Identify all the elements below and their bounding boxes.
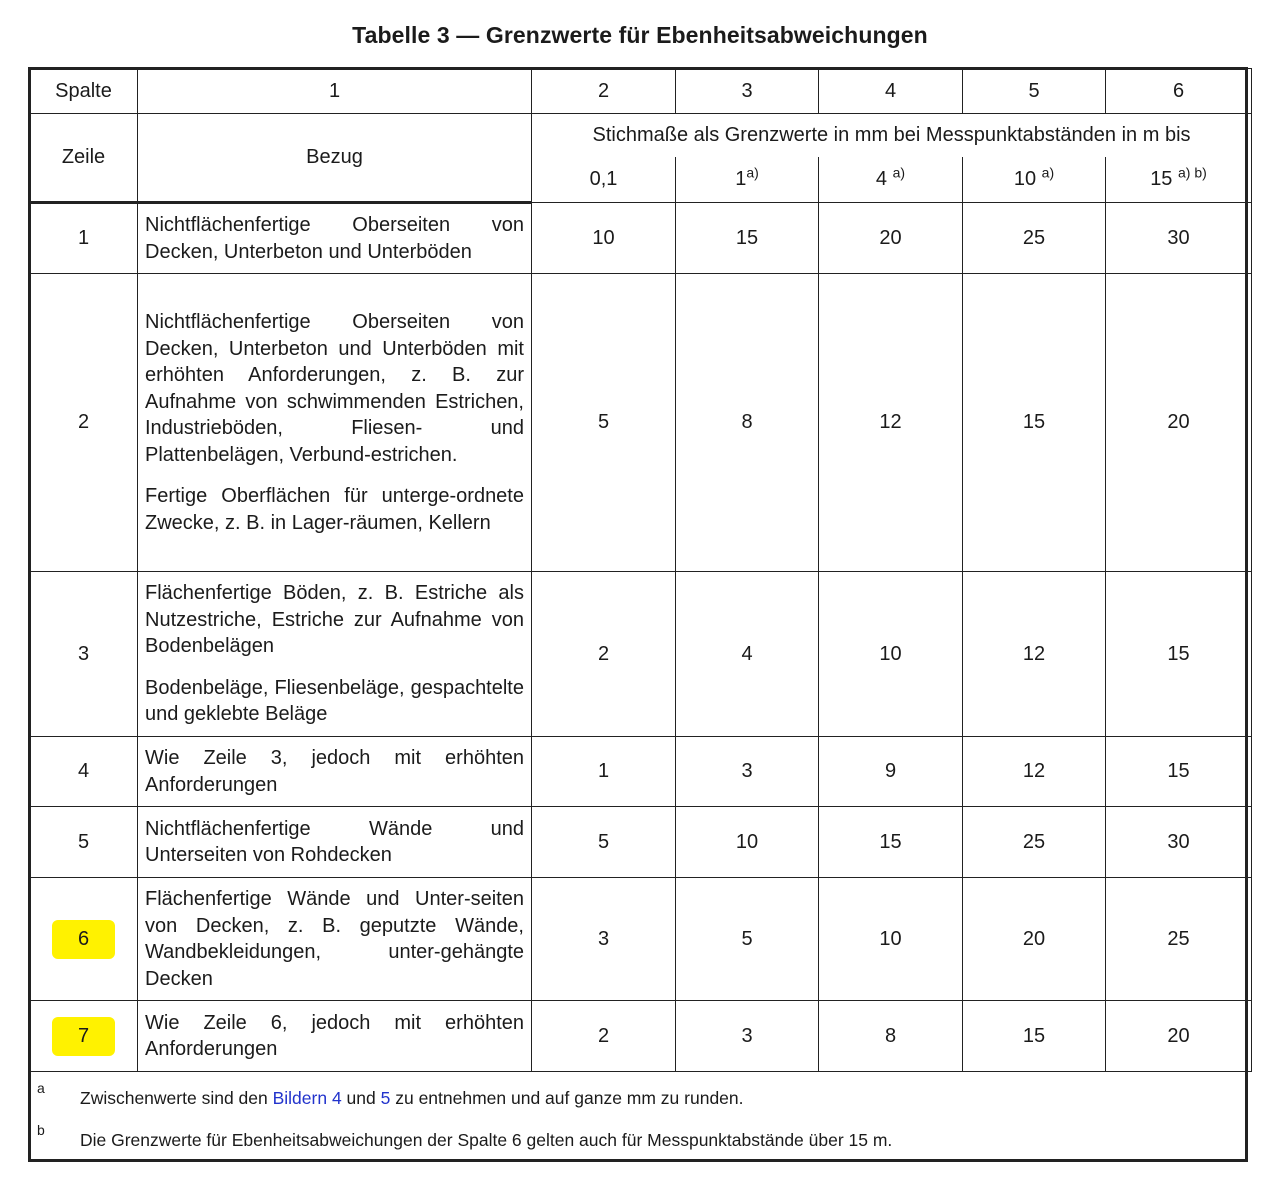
row-number: 2 xyxy=(30,274,138,572)
footnote-a xyxy=(29,1072,1247,1114)
col-number-2: 2 xyxy=(532,69,676,114)
row-value: 20 xyxy=(1106,274,1252,572)
col-number-1: 1 xyxy=(138,69,532,114)
row-value: 10 xyxy=(532,203,676,274)
footnote-marker: b xyxy=(37,1122,45,1138)
col-number-4: 4 xyxy=(819,69,963,114)
row-value: 10 xyxy=(676,807,819,878)
row-bezug: Nichtflächenfertige Oberseiten von Decken, Unterbeton und Unterböden mit erhöhten Anforderungen, z. B. zur Aufnahme von schwimmenden Estrichen, Industrieböden, Fliesen- und Plattenbelägen, Verbund-estrichen. Fertige Oberflächen für unterge-ordnete Zwecke, z. B. in Lager-räumen, Kellern xyxy=(138,274,532,572)
row-value: 5 xyxy=(532,807,676,878)
zeile-label: Zeile xyxy=(30,114,138,203)
row-value: 8 xyxy=(676,274,819,572)
row-value: 1 xyxy=(532,737,676,807)
highlight-marker: 7 xyxy=(52,1017,115,1056)
row-value: 12 xyxy=(963,572,1106,737)
distance-5: 15 $^{a) b)}$ xyxy=(1106,157,1252,203)
row-value: 30 xyxy=(1106,203,1252,274)
limits-table xyxy=(29,68,1252,1072)
row-value: 15 xyxy=(819,807,963,878)
row-value: 20 xyxy=(1106,1001,1252,1072)
col-number-3: 3 xyxy=(676,69,819,114)
row-value: 15 xyxy=(963,274,1106,572)
row-bezug: Wie Zeile 6, jedoch mit erhöhten Anforderungen xyxy=(138,1001,532,1072)
table-title: Tabelle 3 — Grenzwerte für Ebenheitsabweichungen xyxy=(352,22,928,48)
row-value: 25 xyxy=(963,807,1106,878)
row-value: 15 xyxy=(676,203,819,274)
row-value: 3 xyxy=(676,737,819,807)
row-number: 1 xyxy=(30,203,138,274)
table-row xyxy=(30,1001,1252,1072)
footnote-b xyxy=(29,1114,1247,1156)
distance-3: 4 $^{a)}$ xyxy=(819,157,963,203)
row-value: 3 xyxy=(532,878,676,1001)
row-value: 10 xyxy=(819,572,963,737)
row-value: 12 xyxy=(819,274,963,572)
row-number-highlighted xyxy=(30,1001,138,1072)
row-value: 5 xyxy=(532,274,676,572)
distance-4: 10 $^{a)}$ xyxy=(963,157,1106,203)
table-row xyxy=(30,807,1252,878)
row-number-highlighted xyxy=(30,878,138,1001)
row-value: 30 xyxy=(1106,807,1252,878)
link-bild-5[interactable]: 5 xyxy=(380,1088,391,1108)
col-number-5: 5 xyxy=(963,69,1106,114)
row-value: 8 xyxy=(819,1001,963,1072)
row-number: 4 xyxy=(30,737,138,807)
footnote-text: Die Grenzwerte für Ebenheitsabweichungen der Spalte 6 gelten auch für Messpunktabstände über 15 m. xyxy=(80,1130,893,1150)
row-value: 2 xyxy=(532,1001,676,1072)
row-value: 20 xyxy=(819,203,963,274)
header-row-columns xyxy=(30,69,1252,114)
row-value: 15 xyxy=(1106,737,1252,807)
header-row-span xyxy=(30,114,1252,157)
row-value: 5 xyxy=(676,878,819,1001)
table-row xyxy=(30,878,1252,1001)
distance-2: 1$^{a)}$ xyxy=(676,157,819,203)
row-value: 15 xyxy=(963,1001,1106,1072)
row-value: 15 xyxy=(1106,572,1252,737)
row-value: 20 xyxy=(963,878,1106,1001)
row-value: 4 xyxy=(676,572,819,737)
row-value: 2 xyxy=(532,572,676,737)
table-row xyxy=(30,737,1252,807)
table-row xyxy=(30,203,1252,274)
spalte-label: Spalte xyxy=(30,69,138,114)
col-number-6: 6 xyxy=(1106,69,1252,114)
row-bezug: Wie Zeile 3, jedoch mit erhöhten Anforderungen xyxy=(138,737,532,807)
footnote-text: Zwischenwerte sind den Bildern 4 und 5 zu entnehmen und auf ganze mm zu runden. xyxy=(80,1088,744,1108)
distance-span-label: Stichmaße als Grenzwerte in mm bei Messpunktabständen in m bis xyxy=(532,114,1252,157)
row-bezug: Nichtflächenfertige Wände und Unterseiten von Rohdecken xyxy=(138,807,532,878)
row-number: 3 xyxy=(30,572,138,737)
footnotes xyxy=(29,1072,1247,1156)
link-bildern-4[interactable]: Bildern 4 xyxy=(272,1088,342,1108)
row-value: 25 xyxy=(963,203,1106,274)
row-bezug: Flächenfertige Wände und Unter-seiten von Decken, z. B. geputzte Wände, Wandbekleidungen, unter-gehängte Decken xyxy=(138,878,532,1001)
row-value: 3 xyxy=(676,1001,819,1072)
row-value: 10 xyxy=(819,878,963,1001)
row-value: 25 xyxy=(1106,878,1252,1001)
highlight-marker: 6 xyxy=(52,920,115,959)
row-bezug: Flächenfertige Böden, z. B. Estriche als Nutzestriche, Estriche zur Aufnahme von Bodenbelägen Bodenbeläge, Fliesenbeläge, gespachtelte und geklebte Beläge xyxy=(138,572,532,737)
row-bezug: Nichtflächenfertige Oberseiten von Decken, Unterbeton und Unterböden xyxy=(138,203,532,274)
distance-1: 0,1 xyxy=(532,157,676,203)
table-row xyxy=(30,274,1252,572)
footnote-marker: a xyxy=(37,1080,45,1096)
row-number: 5 xyxy=(30,807,138,878)
row-value: 12 xyxy=(963,737,1106,807)
bezug-label: Bezug xyxy=(138,114,532,203)
table-row xyxy=(30,572,1252,737)
row-value: 9 xyxy=(819,737,963,807)
